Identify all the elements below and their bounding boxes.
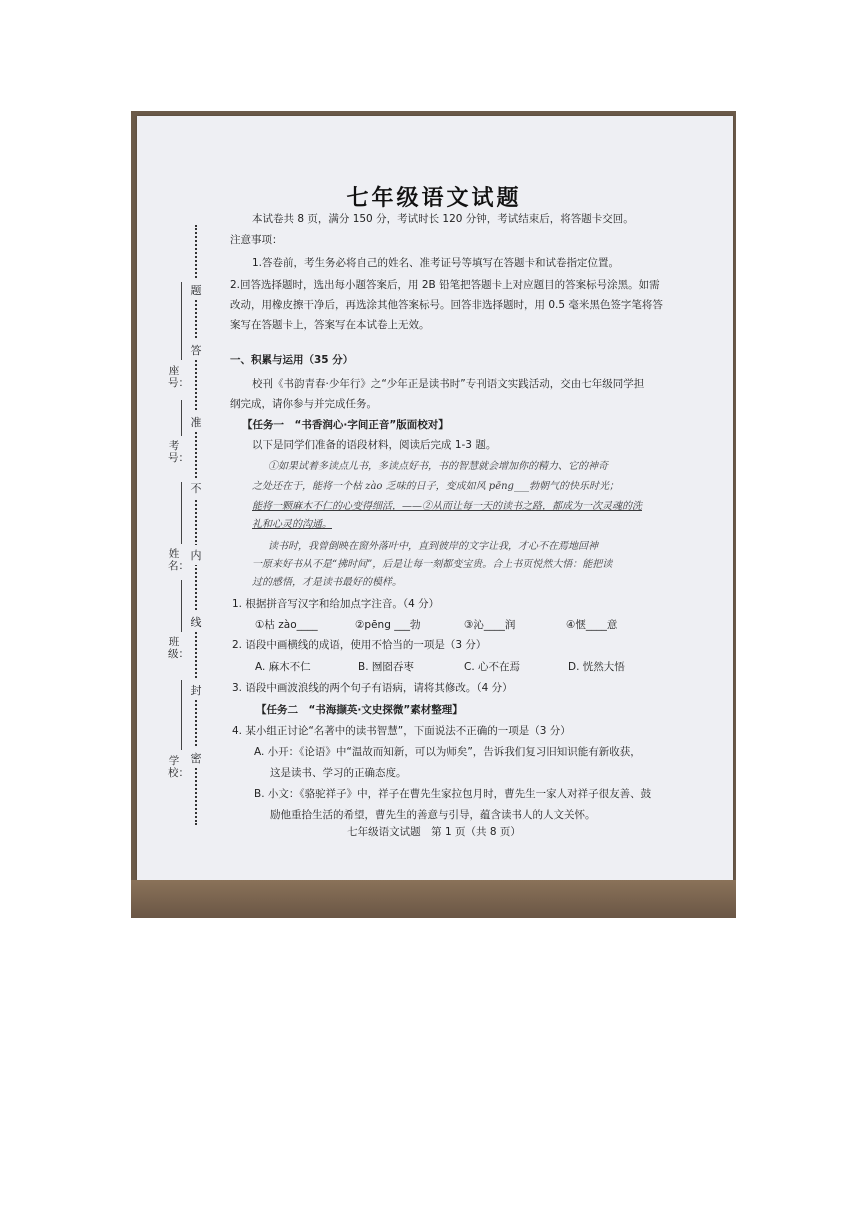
passage-line: 之处还在于，能将一个枯 zào 乏味的日子，变成如风 pēng___勃朝气的快乐时光； — [252, 481, 619, 492]
task-heading: 【任务二 “书海撷英·文史探微”素材整理】 — [256, 704, 463, 716]
exam-number-blank[interactable] — [181, 400, 182, 436]
q4-option: B. 小文：《骆驼祥子》中，祥子在曹先生家拉包月时，曹先生一家人对祥子很友善、鼓 — [254, 788, 652, 800]
seal-char: 答 — [190, 340, 202, 360]
q2-option: A. 麻木不仁 — [255, 661, 311, 673]
question-1: 1. 根据拼音写汉字和给加点字注音。（4 分） — [232, 598, 440, 610]
activity-text: 校刊《书韵青春·少年行》之“少年正是读书时”专刊语文实践活动，交由七年级同学担 — [252, 378, 645, 390]
seat-number-blank[interactable] — [181, 282, 182, 360]
question-4: 4. 某小组正讨论“名著中的读书智慧”，下面说法不正确的一项是（3 分） — [232, 725, 571, 737]
q2-option: C. 心不在焉 — [464, 661, 521, 673]
q1-item: ③沁____润 — [464, 619, 516, 631]
school-label: 学校： — [168, 755, 189, 779]
section-heading: 一、积累与运用（35 分） — [230, 354, 354, 366]
notice-heading: 注意事项： — [230, 234, 283, 246]
table-surface — [131, 880, 736, 918]
seal-char: 准 — [190, 412, 202, 432]
passage-line: 过的感悟，才是读书最好的模样。 — [252, 577, 402, 588]
class-blank[interactable] — [181, 580, 182, 632]
q1-item: ④惬____意 — [566, 619, 618, 631]
seat-number-label: 座号： — [168, 365, 189, 389]
seal-char: 封 — [190, 680, 202, 700]
q2-option: D. 恍然大悟 — [568, 661, 625, 673]
activity-text: 纲完成，请你参与并完成任务。 — [230, 398, 377, 410]
name-label: 姓名： — [168, 548, 189, 572]
question-2: 2. 语段中画横线的成语，使用不恰当的一项是（3 分） — [232, 639, 487, 651]
class-label: 班级： — [168, 636, 189, 660]
seal-char: 线 — [190, 612, 202, 632]
exam-title: 七年级语文试题 — [346, 185, 522, 211]
notice-item: 2.回答选择题时，选出每小题答案后，用 2B 铅笔把答题卡上对应题目的答案标号涂黑。如需 — [230, 279, 660, 291]
binding-dotted-line — [195, 225, 197, 825]
school-blank[interactable] — [181, 680, 182, 750]
passage-line: 能将一颗麻木不仁的心变得细活，——②从而让每一天的读书之路，都成为一次灵魂的洗 — [252, 501, 642, 512]
seal-char: 题 — [190, 280, 202, 300]
passage-line: ①如果试着多读点儿书，多读点好书，书的智慧就会增加你的精力、它的神奇 — [268, 461, 608, 472]
exam-intro: 本试卷共 8 页，满分 150 分，考试时长 120 分钟，考试结束后，将答题卡交回。 — [252, 213, 634, 225]
question-3: 3. 语段中画波浪线的两个句子有语病，请将其修改。（4 分） — [232, 682, 513, 694]
q4-option: A. 小开：《论语》中“温故而知新，可以为师矣”，告诉我们复习旧知识能有新收获， — [254, 746, 641, 758]
name-blank[interactable] — [181, 482, 182, 544]
exam-number-label: 考号： — [168, 440, 189, 464]
q1-item: ②pēng ___勃 — [355, 619, 421, 631]
task-intro: 以下是同学们准备的语段材料，阅读后完成 1-3 题。 — [252, 439, 497, 451]
q4-option: 励他重拾生活的希望，曹先生的善意与引导，蕴含读书人的人文关怀。 — [270, 809, 596, 821]
notice-item: 案写在答题卡上，答案写在本试卷上无效。 — [230, 319, 430, 331]
seal-char: 不 — [190, 478, 202, 498]
passage-line: 一原来好书从不是“拂时间”，后是让每一刻都变宝贵。合上书页悦然大悟：能把读 — [252, 559, 613, 570]
q4-option: 这是读书、学习的正确态度。 — [270, 767, 407, 779]
seal-char: 密 — [190, 748, 202, 768]
q2-option: B. 囫囵吞枣 — [358, 661, 414, 673]
task-heading: 【任务一 “书香润心·字间正音”版面校对】 — [242, 419, 449, 431]
passage-line: 礼和心灵的沟通。 — [252, 519, 332, 530]
notice-item: 改动，用橡皮擦干净后，再选涂其他答案标号。回答非选择题时，用 0.5 毫米黑色签字笔将答 — [230, 299, 663, 311]
page-footer: 七年级语文试题 第 1 页（共 8 页） — [347, 826, 521, 838]
q1-item: ①枯 zào____ — [255, 619, 318, 631]
notice-item: 1.答卷前，考生务必将自己的姓名、准考证号等填写在答题卡和试卷指定位置。 — [252, 257, 620, 269]
passage-line: 读书时，我曾倒映在窗外落叶中，直到彼岸的文字让我，才心不在焉地回神 — [268, 541, 598, 552]
seal-char: 内 — [190, 545, 202, 565]
